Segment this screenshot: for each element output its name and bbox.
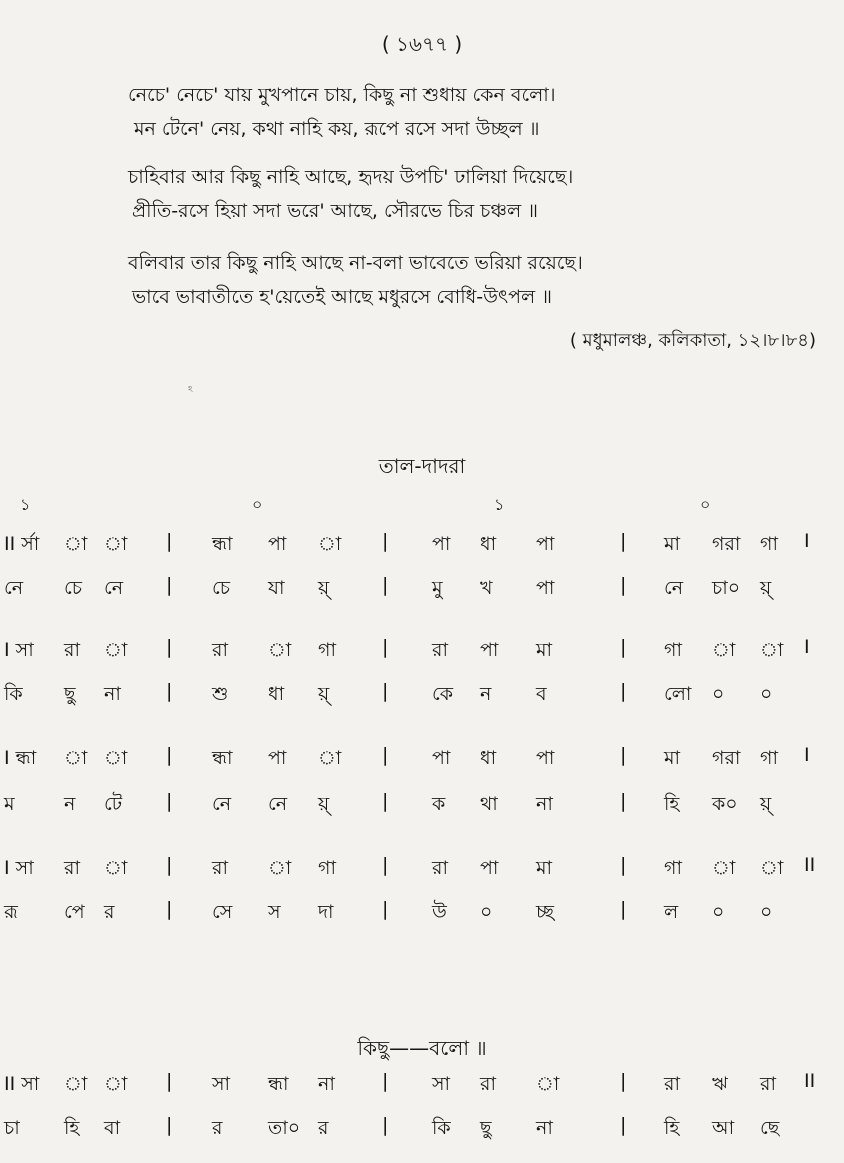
notation-cell: চে xyxy=(64,577,82,599)
notation-cell: া xyxy=(64,1073,88,1095)
notation-cell: ম xyxy=(4,793,15,815)
bar-line: | xyxy=(382,574,389,596)
bar-line: | xyxy=(620,790,627,812)
notation-cell: পা xyxy=(480,639,499,661)
notation-cell: সা xyxy=(432,1073,451,1095)
notation-cell: গা xyxy=(318,857,336,879)
notation-cell: কে xyxy=(432,683,454,705)
notation-cell: া xyxy=(64,533,88,555)
lyric-row xyxy=(0,680,844,714)
notation-cell: ছু xyxy=(64,683,76,705)
notation-cell: শু xyxy=(212,683,229,705)
bar-line: | xyxy=(382,898,389,920)
notation-cell: উ xyxy=(432,901,447,923)
beat-markers xyxy=(0,492,844,516)
notation-cell: দা xyxy=(318,901,334,923)
notation-cell: মা xyxy=(664,533,681,555)
notation-cell: পে xyxy=(64,901,85,923)
bar-line: | xyxy=(382,636,389,658)
bar-line: | xyxy=(166,744,173,766)
section-title: কিছু——বলো ॥ xyxy=(357,1036,487,1060)
notation-cell: II সা xyxy=(4,1073,40,1095)
notation-cell: রূ xyxy=(4,901,18,923)
notation-cell: া xyxy=(760,857,784,879)
poem-line: চাহিবার আর কিছু নাহি আছে, হৃদয় উপচি' ঢালিয়া দিয়েছে। xyxy=(128,166,574,188)
notation-cell: পা xyxy=(432,747,451,769)
notation-cell: া xyxy=(104,1073,128,1095)
bar-line: | xyxy=(166,854,173,876)
notation-cell: পা xyxy=(536,747,555,769)
notation-cell: I xyxy=(804,636,810,658)
bar-line: | xyxy=(166,636,173,658)
notation-cell: া xyxy=(104,533,128,555)
notation-cell: া xyxy=(712,857,736,879)
notation-cell: য়্ xyxy=(318,793,330,815)
notation-cell: না xyxy=(536,1117,553,1139)
notation-row xyxy=(0,636,844,670)
notation-cell: য়্ xyxy=(760,793,772,815)
notation-cell: া xyxy=(268,639,292,661)
bar-line: | xyxy=(166,530,173,552)
notation-cell: পা xyxy=(432,533,451,555)
notation-cell: ০ xyxy=(480,901,493,923)
bar-line: | xyxy=(620,636,627,658)
notation-cell: র xyxy=(318,1117,329,1139)
notation-cell: র xyxy=(212,1117,223,1139)
notation-cell: রা xyxy=(432,639,448,661)
bar-line: | xyxy=(382,680,389,702)
notation-cell: কি xyxy=(432,1117,451,1139)
notation-cell: ০ xyxy=(760,683,773,705)
bar-line: | xyxy=(620,744,627,766)
notation-cell: ছু xyxy=(480,1117,492,1139)
page-number: ( ১৬৭৭ ) xyxy=(381,32,463,56)
notation-cell: ধা xyxy=(480,747,497,769)
notation-cell: গা xyxy=(760,533,778,555)
notation-cell: যা xyxy=(268,577,285,599)
bar-line: | xyxy=(382,1070,389,1092)
notation-cell: র xyxy=(104,901,115,923)
notation-cell: রা xyxy=(64,857,80,879)
lyric-row xyxy=(0,1114,844,1148)
notation-cell: ন্ধা xyxy=(212,747,233,769)
bar-line: | xyxy=(620,574,627,596)
notation-cell: গরা xyxy=(712,747,741,769)
notation-cell: ছে xyxy=(760,1117,780,1139)
notation-cell: ক০ xyxy=(712,793,738,815)
notation-cell: ০ xyxy=(712,901,725,923)
bar-line: | xyxy=(382,854,389,876)
bar-line: | xyxy=(382,744,389,766)
notation-cell: া xyxy=(318,533,342,555)
bar-line: | xyxy=(166,1114,173,1136)
beat-marker: ০ xyxy=(252,495,263,514)
print-speck: ঽ xyxy=(188,385,193,395)
notation-cell: নে xyxy=(104,577,124,599)
notation-cell: চ্ছ xyxy=(536,901,554,923)
notation-cell: ন্ধা xyxy=(268,1073,289,1095)
citation: ( মধুমালঞ্চ, কলিকাতা, ১২।৮।৮৪) xyxy=(569,330,816,351)
notation-cell: I সা xyxy=(4,639,34,661)
notation-cell: না xyxy=(104,683,121,705)
notation-cell: স xyxy=(268,901,281,923)
notation-cell: রা xyxy=(480,1073,496,1095)
notation-cell: নে xyxy=(664,577,684,599)
notation-cell: গা xyxy=(760,747,778,769)
notation-cell: কি xyxy=(4,683,23,705)
notation-cell: মা xyxy=(536,639,553,661)
notation-cell: ধা xyxy=(268,683,285,705)
poem-stanza-2 xyxy=(128,160,688,228)
notation-row xyxy=(0,854,844,888)
notation-cell: গা xyxy=(664,857,682,879)
notation-cell: গা xyxy=(664,639,682,661)
notation-cell: আ xyxy=(712,1117,735,1139)
notation-cell: II র্সা xyxy=(4,533,40,555)
bar-line: | xyxy=(620,854,627,876)
notation-cell: পা xyxy=(536,533,555,555)
notation-cell: চা০ xyxy=(712,577,741,599)
notation-cell: নে xyxy=(212,793,232,815)
taal-title: তাল-দাদরা xyxy=(378,454,466,478)
poem-stanza-1 xyxy=(128,78,688,146)
notation-cell: ০ xyxy=(760,901,773,923)
notation-cell: খ xyxy=(480,577,493,599)
notation-cell: া xyxy=(760,639,784,661)
notation-cell: থা xyxy=(480,793,498,815)
notation-cell: II xyxy=(804,854,816,876)
notation-cell: মা xyxy=(664,747,681,769)
notation-cell: া xyxy=(104,639,128,661)
notation-cell: রা xyxy=(432,857,448,879)
notation-row xyxy=(0,530,844,564)
bar-line: | xyxy=(620,1070,627,1092)
lyric-row xyxy=(0,790,844,824)
notation-cell: হি xyxy=(664,793,680,815)
notation-cell: গরা xyxy=(712,533,741,555)
notation-cell: া xyxy=(64,747,88,769)
notation-cell: চে xyxy=(212,577,230,599)
notation-cell: া xyxy=(268,857,292,879)
notation-cell: য়্ xyxy=(318,683,330,705)
bar-line: | xyxy=(620,1114,627,1136)
notation-cell: হি xyxy=(64,1117,80,1139)
bar-line: | xyxy=(166,1070,173,1092)
notation-cell: I xyxy=(804,744,810,766)
notation-cell: ধা xyxy=(480,533,497,555)
notation-cell: ক xyxy=(432,793,446,815)
notation-cell: টে xyxy=(104,793,123,815)
notation-cell: হি xyxy=(664,1117,680,1139)
notation-cell: রা xyxy=(212,639,228,661)
beat-marker: ০ xyxy=(700,495,711,514)
notation-cell: I xyxy=(804,530,810,552)
notation-cell: রা xyxy=(664,1073,680,1095)
bar-line: | xyxy=(620,680,627,702)
notation-cell: I সা xyxy=(4,857,34,879)
notation-cell: ঋ xyxy=(712,1073,728,1095)
notation-cell: া xyxy=(536,1073,560,1095)
poem-line: বলিবার তার কিছু নাহি আছে না-বলা ভাবেতে ভরিয়া রয়েছে। xyxy=(128,252,583,274)
notation-cell: চা xyxy=(4,1117,20,1139)
notation-cell: নে xyxy=(4,577,24,599)
notation-cell: ন xyxy=(480,683,492,705)
notation-cell: ০ xyxy=(712,683,725,705)
notation-cell: য়্ xyxy=(760,577,772,599)
notation-cell: তা০ xyxy=(268,1117,301,1139)
poem-line: ভাবে ভাবাতীতে হ'য়েতেই আছে মধুরসে বোধি-উৎপল ॥ xyxy=(132,286,552,308)
bar-line: | xyxy=(166,898,173,920)
notation-cell: ন্ধা xyxy=(212,533,233,555)
notation-cell: া xyxy=(104,857,128,879)
notation-cell: া xyxy=(712,639,736,661)
notation-cell: পা xyxy=(536,577,555,599)
beat-marker: ১ xyxy=(20,495,31,514)
notation-cell: নে xyxy=(268,793,288,815)
poem-line: নেচে' নেচে' যায় মুখপানে চায়, কিছু না শুধায় কেন বলো। xyxy=(128,84,556,106)
notation-cell: লো xyxy=(664,683,692,705)
notation-cell: রা xyxy=(760,1073,776,1095)
notation-cell: য়্ xyxy=(318,577,330,599)
notation-cell: মা xyxy=(536,857,553,879)
bar-line: | xyxy=(382,530,389,552)
notation-cell: া xyxy=(318,747,342,769)
notation-cell: II xyxy=(804,1070,816,1092)
bar-line: | xyxy=(166,574,173,596)
lyric-row xyxy=(0,574,844,608)
notation-cell: না xyxy=(536,793,553,815)
bar-line: | xyxy=(166,790,173,812)
bar-line: | xyxy=(620,530,627,552)
notation-cell: পা xyxy=(480,857,499,879)
notation-cell: ব xyxy=(536,683,547,705)
notation-cell: ন xyxy=(64,793,76,815)
notation-cell: রা xyxy=(212,857,228,879)
notation-cell: পা xyxy=(268,747,287,769)
notation-cell: গা xyxy=(318,639,336,661)
notation-cell: া xyxy=(104,747,128,769)
bar-line: | xyxy=(382,1114,389,1136)
poem-line: মন টেনে' নেয়, কথা নাহি কয়, রূপে রসে সদা উচ্ছল ॥ xyxy=(134,118,540,140)
notation-cell: পা xyxy=(268,533,287,555)
notation-cell: রা xyxy=(64,639,80,661)
poem-stanza-3 xyxy=(128,246,688,314)
lyric-row xyxy=(0,898,844,932)
poem-line: প্রীতি-রসে হিয়া সদা ভরে' আছে, সৌরভে চির চঞ্চল ॥ xyxy=(132,200,538,222)
notation-cell: সা xyxy=(212,1073,231,1095)
notation-row xyxy=(0,1070,844,1104)
bar-line: | xyxy=(166,680,173,702)
bar-line: | xyxy=(620,898,627,920)
notation-cell: I ন্ধা xyxy=(4,747,37,769)
notation-cell: সে xyxy=(212,901,233,923)
notation-cell: ল xyxy=(664,901,679,923)
beat-marker: ১ xyxy=(494,495,505,514)
notation-cell: মু xyxy=(432,577,443,599)
notation-cell: না xyxy=(318,1073,335,1095)
bar-line: | xyxy=(382,790,389,812)
notation-cell: বা xyxy=(104,1117,121,1139)
notation-row xyxy=(0,744,844,778)
